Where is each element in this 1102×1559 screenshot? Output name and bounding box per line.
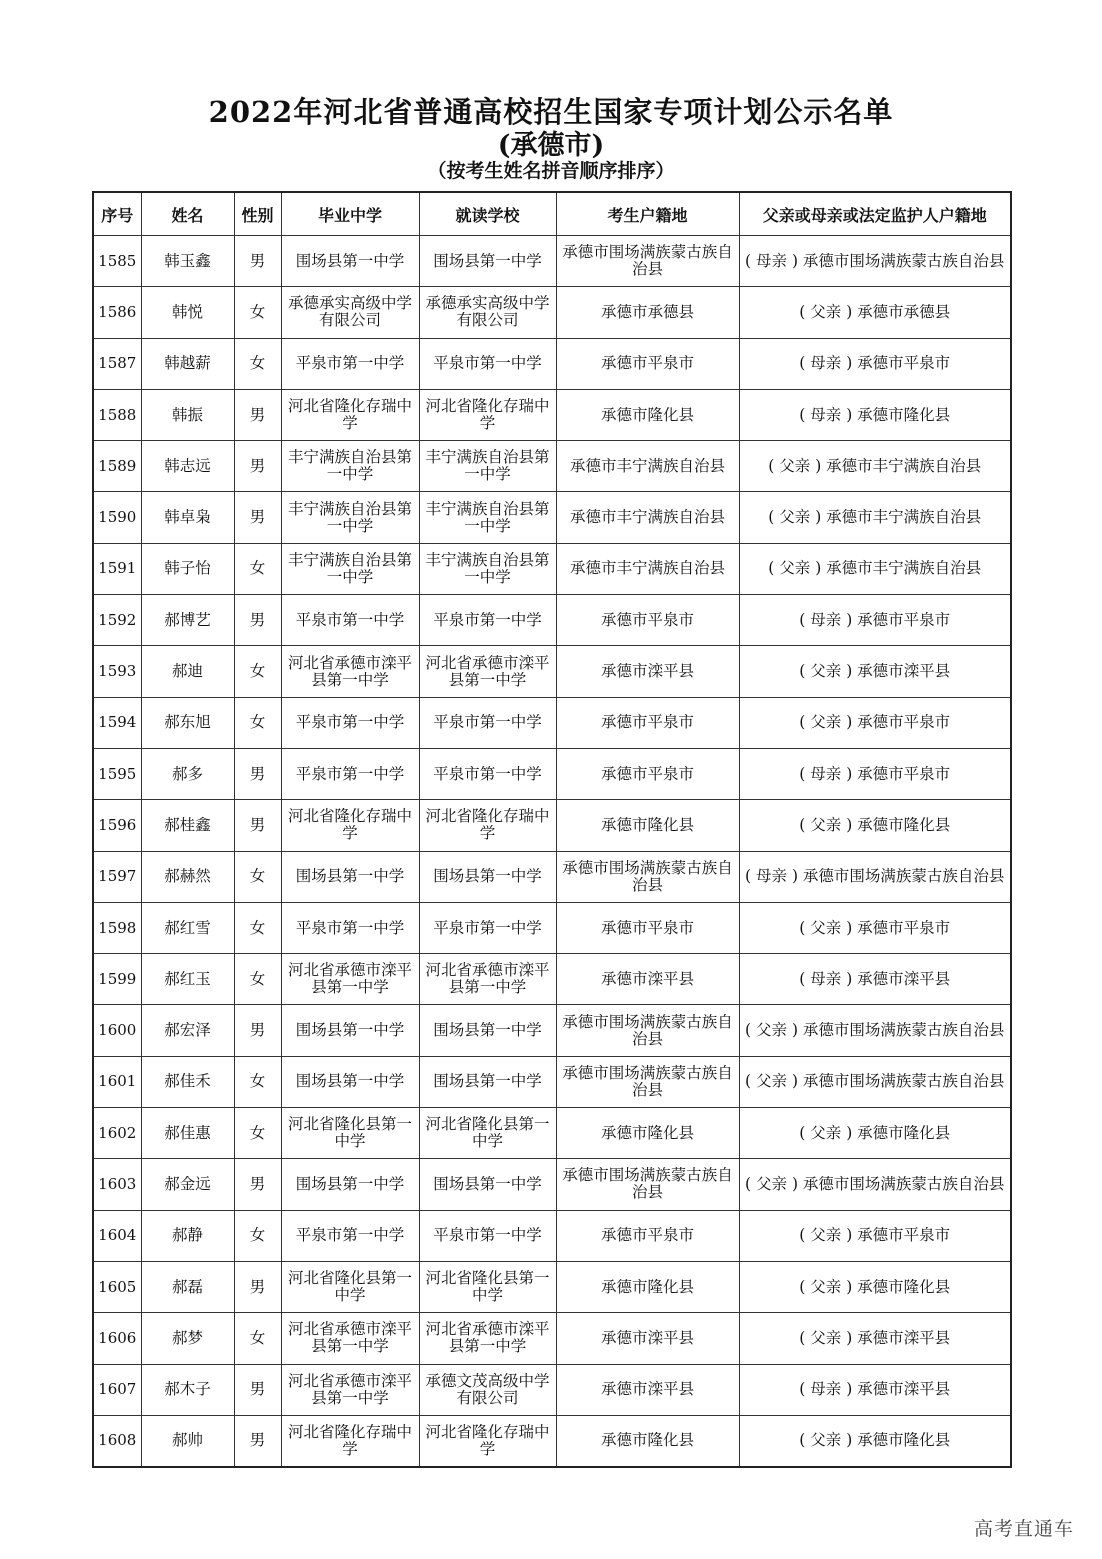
table-row [93,441,1011,492]
column-header-index: 序号 [93,192,141,236]
cell-household-registration: 承德市平泉市 [556,748,739,799]
cell-household-registration: 承德市丰宁满族自治县 [556,543,739,594]
cell-gender: 男 [234,595,281,646]
cell-current-school: 承德文茂高级中学有限公司 [419,1364,556,1415]
watermark: 高考直通车 [973,1518,1074,1540]
table-row [93,1056,1011,1107]
cell-gender: 男 [234,748,281,799]
cell-guardian-registration: ( 母亲 ) 承德市平泉市 [739,338,1011,389]
cell-graduated-school: 平泉市第一中学 [281,338,419,389]
table-row [93,646,1011,697]
column-header-name: 姓名 [141,192,234,236]
cell-name: 韩越薪 [141,338,234,389]
cell-name: 郝佳禾 [141,1056,234,1107]
cell-name: 郝宏泽 [141,1005,234,1056]
cell-guardian-registration: ( 父亲 ) 承德市丰宁满族自治县 [739,492,1011,543]
cell-index: 1605 [93,1261,141,1312]
cell-graduated-school: 河北省承德市滦平县第一中学 [281,646,419,697]
cell-graduated-school: 河北省隆化存瑞中学 [281,389,419,440]
table-row [93,697,1011,748]
cell-household-registration: 承德市滦平县 [556,646,739,697]
cell-current-school: 围场县第一中学 [419,1159,556,1210]
page-title: 2022年河北省普通高校招生国家专项计划公示名单 [208,95,894,129]
cell-index: 1602 [93,1108,141,1159]
cell-name: 郝静 [141,1210,234,1261]
cell-current-school: 河北省承德市滦平县第一中学 [419,646,556,697]
cell-gender: 女 [234,287,281,338]
cell-index: 1593 [93,646,141,697]
cell-gender: 女 [234,1313,281,1364]
cell-name: 韩悦 [141,287,234,338]
page-sort-note: （按考生姓名拼音顺序排序） [427,160,675,182]
cell-household-registration: 承德市隆化县 [556,1415,739,1467]
cell-gender: 男 [234,1005,281,1056]
cell-index: 1588 [93,389,141,440]
cell-guardian-registration: ( 母亲 ) 承德市平泉市 [739,748,1011,799]
cell-name: 郝东旭 [141,697,234,748]
cell-gender: 女 [234,646,281,697]
table-row [93,1159,1011,1210]
cell-household-registration: 承德市承德县 [556,287,739,338]
cell-index: 1596 [93,800,141,851]
cell-guardian-registration: ( 父亲 ) 承德市承德县 [739,287,1011,338]
cell-index: 1592 [93,595,141,646]
cell-guardian-registration: ( 父亲 ) 承德市围场满族蒙古族自治县 [739,1005,1011,1056]
cell-guardian-registration: ( 父亲 ) 承德市围场满族蒙古族自治县 [739,1159,1011,1210]
cell-current-school: 河北省隆化存瑞中学 [419,1415,556,1467]
table-body [93,236,1011,1468]
cell-graduated-school: 围场县第一中学 [281,1056,419,1107]
column-header-current-school: 就读学校 [419,192,556,236]
cell-gender: 女 [234,1056,281,1107]
cell-gender: 男 [234,1364,281,1415]
cell-index: 1599 [93,954,141,1005]
cell-current-school: 河北省隆化存瑞中学 [419,389,556,440]
table-row [93,595,1011,646]
cell-household-registration: 承德市平泉市 [556,338,739,389]
cell-gender: 男 [234,1159,281,1210]
cell-name: 郝博艺 [141,595,234,646]
cell-guardian-registration: ( 父亲 ) 承德市平泉市 [739,697,1011,748]
cell-household-registration: 承德市平泉市 [556,697,739,748]
cell-name: 郝红玉 [141,954,234,1005]
cell-current-school: 丰宁满族自治县第一中学 [419,441,556,492]
cell-guardian-registration: ( 父亲 ) 承德市丰宁满族自治县 [739,441,1011,492]
cell-name: 郝梦 [141,1313,234,1364]
cell-household-registration: 承德市丰宁满族自治县 [556,441,739,492]
page-subtitle-city: (承德市) [497,130,605,161]
table-row [93,954,1011,1005]
cell-index: 1589 [93,441,141,492]
cell-name: 郝金远 [141,1159,234,1210]
cell-name: 郝赫然 [141,851,234,902]
cell-name: 韩玉鑫 [141,236,234,287]
cell-guardian-registration: ( 父亲 ) 承德市隆化县 [739,1261,1011,1312]
cell-graduated-school: 平泉市第一中学 [281,748,419,799]
cell-guardian-registration: ( 母亲 ) 承德市平泉市 [739,595,1011,646]
cell-graduated-school: 河北省承德市滦平县第一中学 [281,954,419,1005]
cell-gender: 男 [234,1415,281,1467]
table-row [93,748,1011,799]
cell-index: 1608 [93,1415,141,1467]
table-row [93,389,1011,440]
cell-current-school: 围场县第一中学 [419,1056,556,1107]
cell-gender: 男 [234,441,281,492]
cell-gender: 女 [234,851,281,902]
table-row [93,543,1011,594]
table-row [93,1261,1011,1312]
column-header-household-registration: 考生户籍地 [556,192,739,236]
cell-graduated-school: 丰宁满族自治县第一中学 [281,543,419,594]
cell-guardian-registration: ( 母亲 ) 承德市隆化县 [739,389,1011,440]
cell-name: 韩振 [141,389,234,440]
cell-graduated-school: 平泉市第一中学 [281,902,419,953]
cell-household-registration: 承德市隆化县 [556,1108,739,1159]
table-row [93,1108,1011,1159]
cell-current-school: 河北省隆化县第一中学 [419,1261,556,1312]
cell-household-registration: 承德市围场满族蒙古族自治县 [556,236,739,287]
cell-index: 1590 [93,492,141,543]
cell-current-school: 丰宁满族自治县第一中学 [419,492,556,543]
cell-index: 1597 [93,851,141,902]
cell-current-school: 平泉市第一中学 [419,748,556,799]
cell-household-registration: 承德市平泉市 [556,902,739,953]
cell-graduated-school: 丰宁满族自治县第一中学 [281,441,419,492]
cell-guardian-registration: ( 父亲 ) 承德市滦平县 [739,646,1011,697]
cell-current-school: 平泉市第一中学 [419,595,556,646]
cell-name: 郝帅 [141,1415,234,1467]
cell-current-school: 围场县第一中学 [419,236,556,287]
cell-graduated-school: 围场县第一中学 [281,1159,419,1210]
cell-household-registration: 承德市平泉市 [556,595,739,646]
cell-name: 韩志远 [141,441,234,492]
cell-name: 郝桂鑫 [141,800,234,851]
cell-current-school: 平泉市第一中学 [419,697,556,748]
cell-graduated-school: 承德承实高级中学有限公司 [281,287,419,338]
cell-graduated-school: 河北省隆化存瑞中学 [281,1415,419,1467]
cell-household-registration: 承德市滦平县 [556,1364,739,1415]
cell-gender: 男 [234,389,281,440]
cell-guardian-registration: ( 父亲 ) 承德市隆化县 [739,800,1011,851]
cell-household-registration: 承德市丰宁满族自治县 [556,492,739,543]
cell-guardian-registration: ( 父亲 ) 承德市平泉市 [739,902,1011,953]
table-row [93,1313,1011,1364]
cell-gender: 男 [234,800,281,851]
cell-graduated-school: 河北省隆化县第一中学 [281,1108,419,1159]
cell-guardian-registration: ( 父亲 ) 承德市围场满族蒙古族自治县 [739,1056,1011,1107]
cell-index: 1591 [93,543,141,594]
column-header-gender: 性别 [234,192,281,236]
cell-name: 韩卓枭 [141,492,234,543]
cell-graduated-school: 围场县第一中学 [281,236,419,287]
header-row [93,192,1011,236]
cell-index: 1598 [93,902,141,953]
cell-current-school: 围场县第一中学 [419,851,556,902]
cell-current-school: 平泉市第一中学 [419,902,556,953]
cell-graduated-school: 河北省承德市滦平县第一中学 [281,1364,419,1415]
cell-gender: 男 [234,236,281,287]
cell-household-registration: 承德市平泉市 [556,1210,739,1261]
cell-guardian-registration: ( 父亲 ) 承德市隆化县 [739,1108,1011,1159]
table-row [93,1415,1011,1467]
cell-graduated-school: 河北省隆化县第一中学 [281,1261,419,1312]
cell-current-school: 围场县第一中学 [419,1005,556,1056]
cell-gender: 女 [234,902,281,953]
cell-gender: 女 [234,697,281,748]
cell-graduated-school: 丰宁满族自治县第一中学 [281,492,419,543]
cell-guardian-registration: ( 父亲 ) 承德市滦平县 [739,1313,1011,1364]
cell-current-school: 承德承实高级中学有限公司 [419,287,556,338]
cell-index: 1606 [93,1313,141,1364]
cell-guardian-registration: ( 父亲 ) 承德市平泉市 [739,1210,1011,1261]
cell-index: 1585 [93,236,141,287]
cell-graduated-school: 河北省隆化存瑞中学 [281,800,419,851]
cell-guardian-registration: ( 母亲 ) 承德市滦平县 [739,954,1011,1005]
cell-name: 郝磊 [141,1261,234,1312]
cell-graduated-school: 河北省承德市滦平县第一中学 [281,1313,419,1364]
cell-index: 1586 [93,287,141,338]
column-header-graduated-school: 毕业中学 [281,192,419,236]
cell-gender: 女 [234,338,281,389]
cell-guardian-registration: ( 母亲 ) 承德市围场满族蒙古族自治县 [739,236,1011,287]
table-row [93,236,1011,287]
cell-index: 1600 [93,1005,141,1056]
cell-index: 1603 [93,1159,141,1210]
cell-name: 郝木子 [141,1364,234,1415]
cell-graduated-school: 平泉市第一中学 [281,1210,419,1261]
cell-gender: 女 [234,954,281,1005]
cell-household-registration: 承德市围场满族蒙古族自治县 [556,1005,739,1056]
cell-index: 1595 [93,748,141,799]
cell-household-registration: 承德市隆化县 [556,800,739,851]
cell-current-school: 平泉市第一中学 [419,1210,556,1261]
cell-index: 1594 [93,697,141,748]
cell-graduated-school: 平泉市第一中学 [281,595,419,646]
cell-current-school: 河北省隆化存瑞中学 [419,800,556,851]
cell-index: 1601 [93,1056,141,1107]
table-row [93,851,1011,902]
cell-name: 郝佳惠 [141,1108,234,1159]
table-row [93,800,1011,851]
cell-gender: 女 [234,1210,281,1261]
cell-name: 韩子怡 [141,543,234,594]
cell-current-school: 河北省承德市滦平县第一中学 [419,954,556,1005]
cell-graduated-school: 围场县第一中学 [281,1005,419,1056]
table-row [93,1210,1011,1261]
cell-household-registration: 承德市围场满族蒙古族自治县 [556,1159,739,1210]
table-row [93,338,1011,389]
cell-gender: 男 [234,492,281,543]
cell-gender: 女 [234,543,281,594]
table-row [93,902,1011,953]
cell-guardian-registration: ( 母亲 ) 承德市围场满族蒙古族自治县 [739,851,1011,902]
cell-household-registration: 承德市围场满族蒙古族自治县 [556,1056,739,1107]
table-row [93,492,1011,543]
cell-gender: 女 [234,1108,281,1159]
cell-household-registration: 承德市围场满族蒙古族自治县 [556,851,739,902]
cell-gender: 男 [234,1261,281,1312]
cell-guardian-registration: ( 父亲 ) 承德市丰宁满族自治县 [739,543,1011,594]
cell-graduated-school: 围场县第一中学 [281,851,419,902]
cell-name: 郝多 [141,748,234,799]
roster-table [92,191,1012,1468]
cell-current-school: 丰宁满族自治县第一中学 [419,543,556,594]
cell-current-school: 河北省承德市滦平县第一中学 [419,1313,556,1364]
cell-household-registration: 承德市滦平县 [556,954,739,1005]
cell-name: 郝迪 [141,646,234,697]
cell-household-registration: 承德市滦平县 [556,1313,739,1364]
cell-household-registration: 承德市隆化县 [556,1261,739,1312]
cell-index: 1604 [93,1210,141,1261]
cell-name: 郝红雪 [141,902,234,953]
column-header-guardian-registration: 父亲或母亲或法定监护人户籍地 [739,192,1011,236]
cell-household-registration: 承德市隆化县 [556,389,739,440]
table-header [93,192,1011,236]
cell-guardian-registration: ( 父亲 ) 承德市隆化县 [739,1415,1011,1467]
cell-current-school: 河北省隆化县第一中学 [419,1108,556,1159]
table-row [93,287,1011,338]
cell-index: 1607 [93,1364,141,1415]
cell-graduated-school: 平泉市第一中学 [281,697,419,748]
cell-guardian-registration: ( 母亲 ) 承德市滦平县 [739,1364,1011,1415]
cell-current-school: 平泉市第一中学 [419,338,556,389]
cell-index: 1587 [93,338,141,389]
table-row [93,1005,1011,1056]
table-row [93,1364,1011,1415]
